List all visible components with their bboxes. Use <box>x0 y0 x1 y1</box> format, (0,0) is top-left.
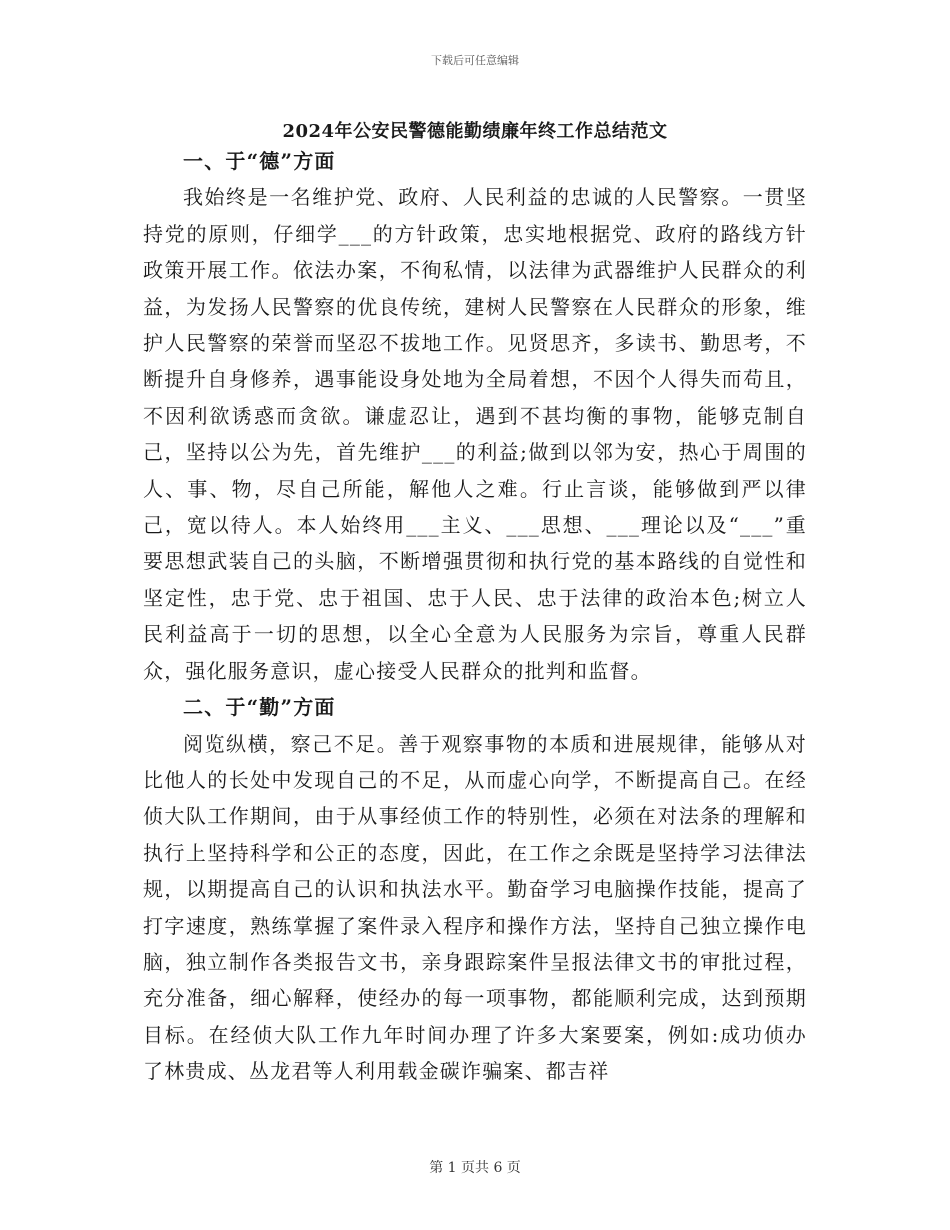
section-heading-qin: 二、于“勤”方面 <box>183 695 336 720</box>
page-footer: 第 1 页共 6 页 <box>429 1160 521 1176</box>
section-paragraph-qin: 阅览纵横，察己不足。善于观察事物的本质和进展规律，能够从对比他人的长处中发现自己的不足，从而虚心向学，不断提高自己。在经侦大队工作期间，由于从事经侦工作的特别性，必须在对法条的理解和执行上坚持科学和公正的态度，因此，在工作之余既是坚持学习法律法规，以期提高自己的认识和执法水平。勤奋学习电脑操作技能，提高了打字速度，熟练掌握了案件录入程序和操作方法，坚持自己独立操作电脑，独立制作各类报告文书，亲身跟踪案件呈报法律文书的审批过程，充分准备，细心解释，使经办的每一项事物，都能顺利完成，达到预期目标。在经侦大队工作九年时间办理了许多大案要案，例如:成功侦办了林贵成、丛龙君等人利用载金碳诈骗案、都吉祥 <box>143 731 807 1084</box>
document-title: 2024年公安民警德能勤绩廉年终工作总结范文 <box>282 121 668 142</box>
document-body <box>143 143 807 1090</box>
section-heading-de: 一、于“德”方面 <box>183 149 336 173</box>
header-note: 下载后可任意编辑 <box>431 54 519 67</box>
section-paragraph-de: 我始终是一名维护党、政府、人民利益的忠诚的人民警察。一贯坚持党的原则，仔细学___的方针政策，忠实地根据党、政府的路线方针政策开展工作。依法办案，不徇私情，以法律为武器维护人民群众的利益，为发扬人民警察的优良传统，建树人民警察在人民群众的形象，维护人民警察的荣誉而坚忍不拔地工作。见贤思齐，多读书、勤思考，不断提升自身修养，遇事能设身处地为全局着想，不因个人得失而苟且，不因利欲诱惑而贪欲。谦虚忍让，遇到不甚均衡的事物，能够克制自己，坚持以公为先，首先维护___的利益;做到以邻为安，热心于周围的人、事、物，尽自己所能，解他人之难。行止言谈，能够做到严以律己，宽以待人。本人始终用___主义、___思想、___理论以及“___”重要思想武装自己的头脑，不断增强贯彻和执行党的基本路线的自觉性和坚定性，忠于党、忠于祖国、忠于人民、忠于法律的政治本色;树立人民利益高于一切的思想，以全心全意为人民服务为宗旨，尊重人民群众，强化服务意识，虚心接受人民群众的批判和监督。 <box>143 185 807 683</box>
